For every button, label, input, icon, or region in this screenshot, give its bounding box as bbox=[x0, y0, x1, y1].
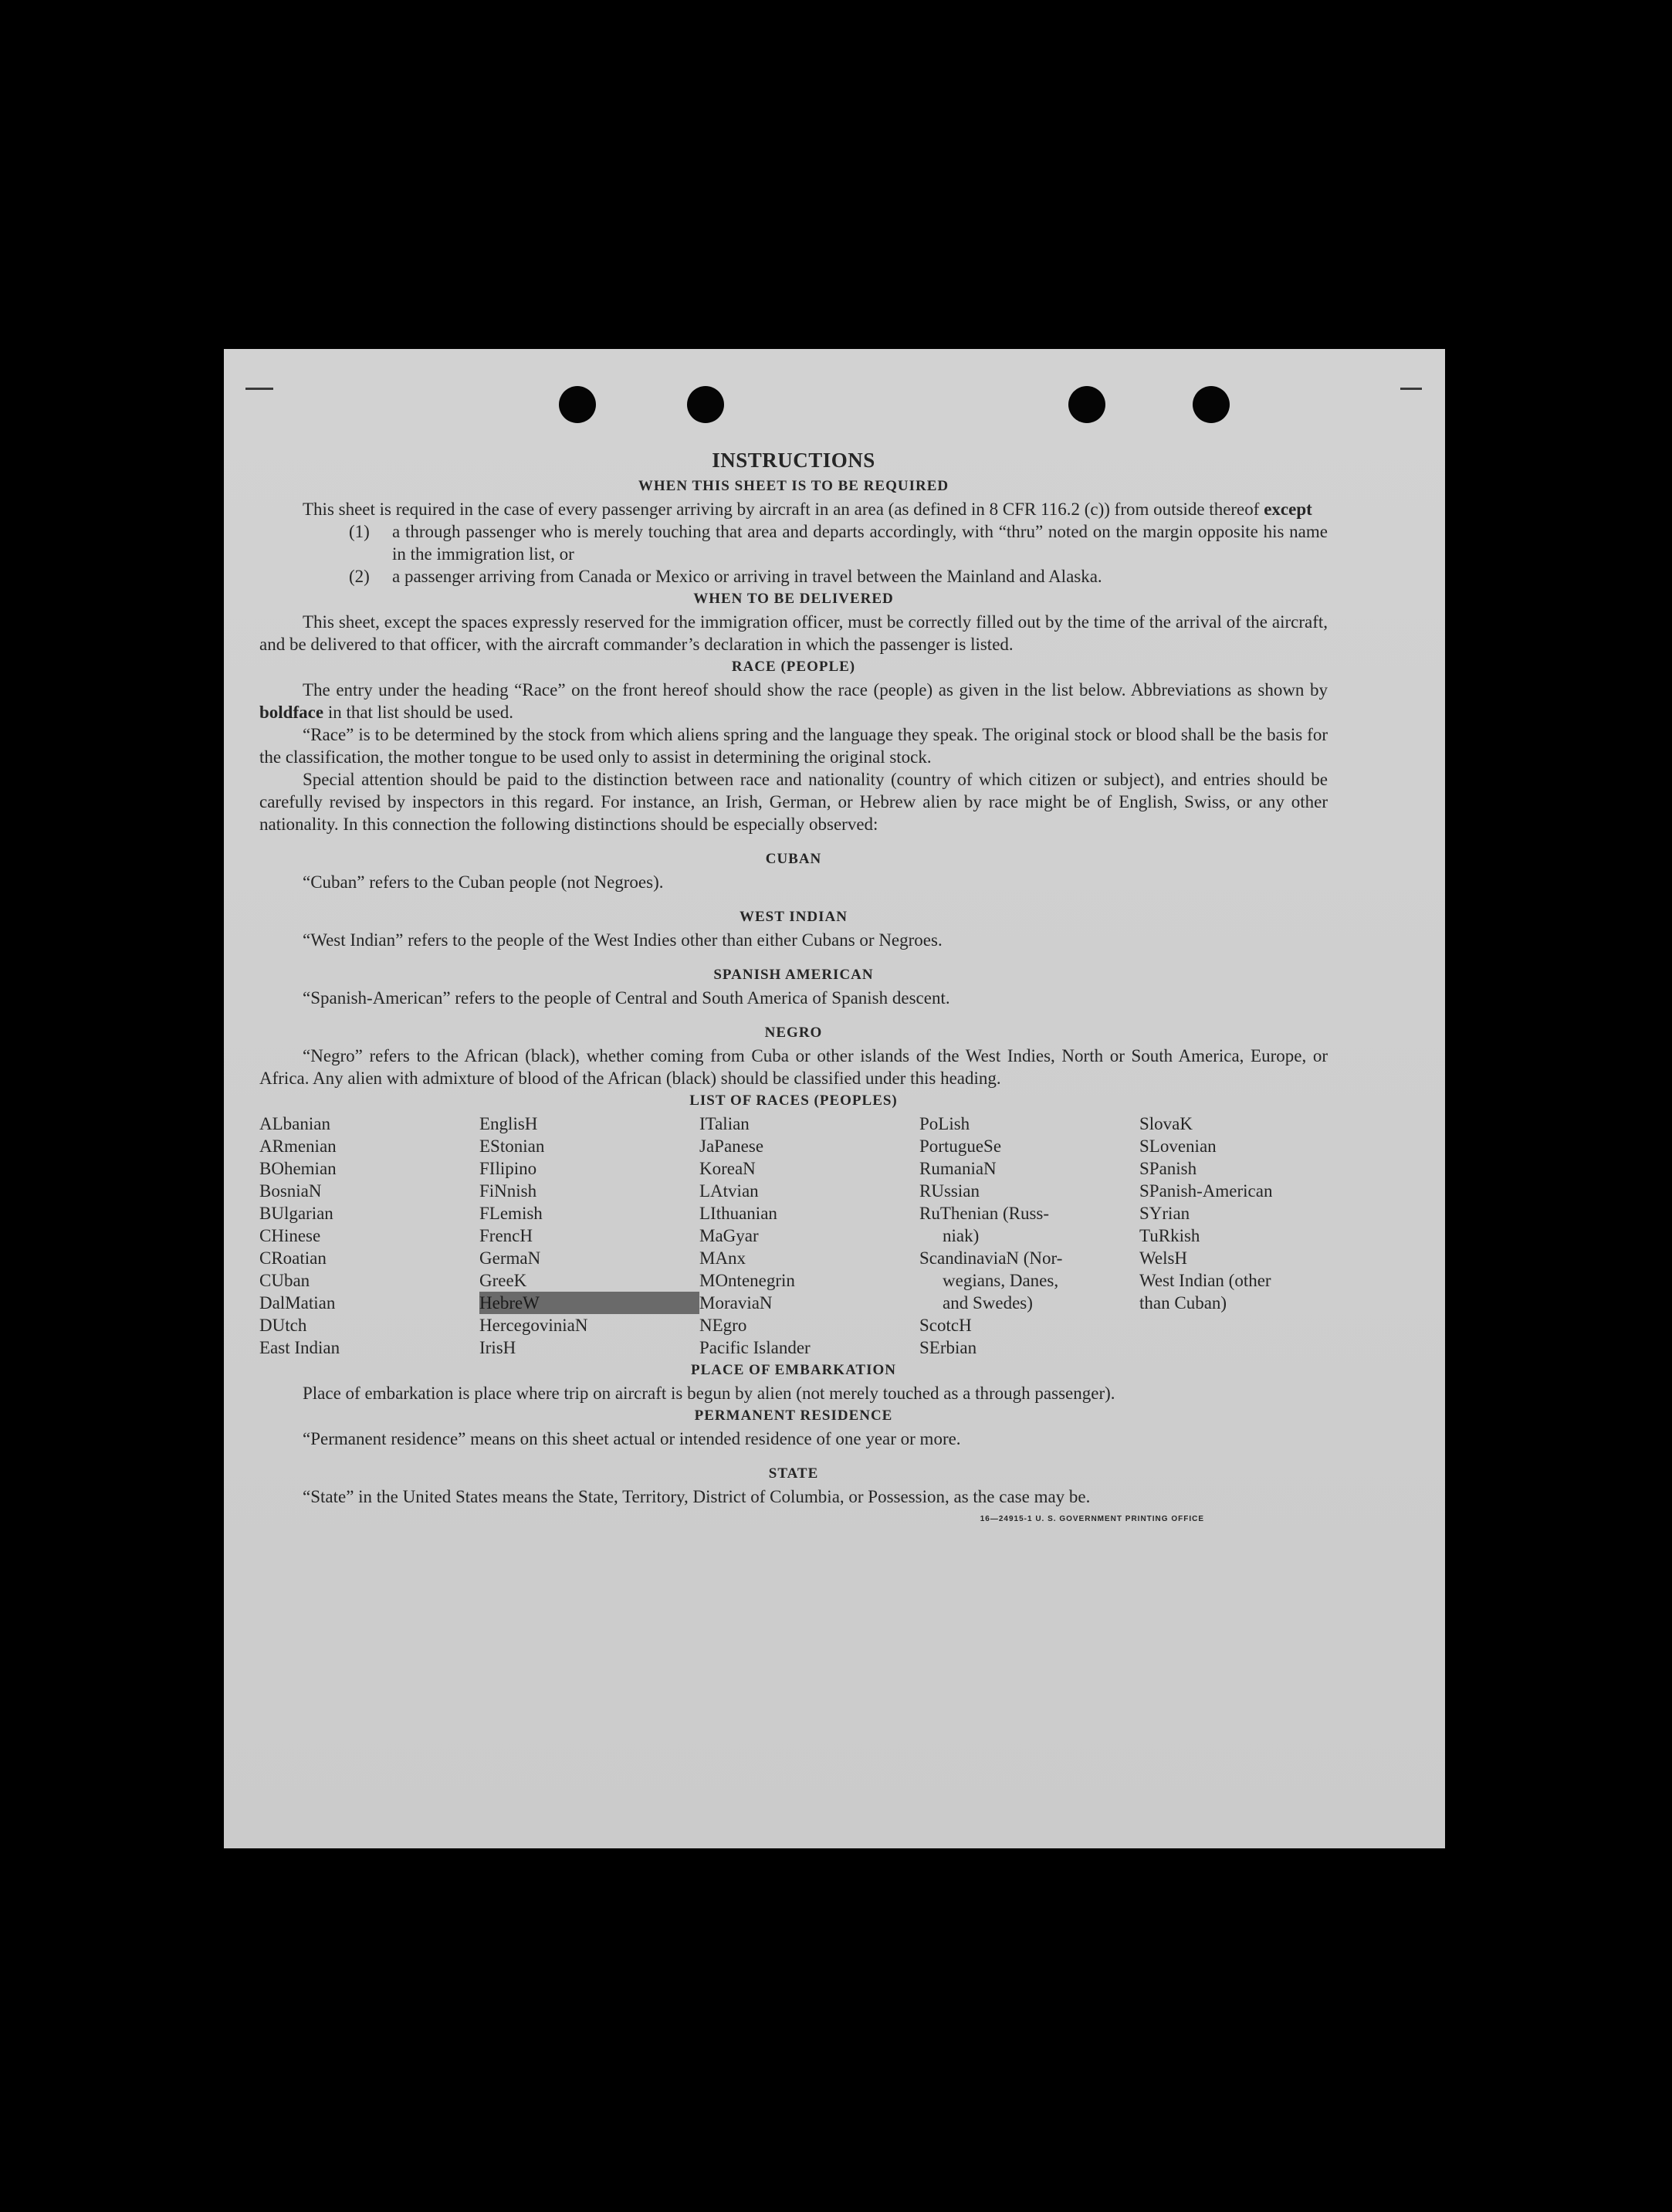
list-number: (1) bbox=[349, 522, 370, 541]
race-p1-after: in that list should be used. bbox=[323, 703, 514, 722]
state-text: “State” in the United States means the State, Territory, District of Columbia, or Possession, as the case may be. bbox=[303, 1487, 1091, 1506]
race-entry: GreeK bbox=[479, 1271, 527, 1290]
race-entry: DalMatian bbox=[259, 1293, 336, 1313]
race-entry: CUban bbox=[259, 1271, 310, 1290]
race-entry: wegians, Danes, bbox=[943, 1271, 1059, 1290]
race-p1-before: The entry under the heading “Race” on the front hereof should show the race (people) as given in the list below. Abbreviations as shown by bbox=[303, 680, 1328, 700]
heading-embarkation: PLACE OF EMBARKATION bbox=[691, 1362, 896, 1378]
race-entry: ScandinaviaN (Nor- bbox=[919, 1248, 1063, 1268]
race-entry: MAnx bbox=[699, 1248, 746, 1268]
race-entry: BosniaN bbox=[259, 1181, 322, 1201]
race-column bbox=[699, 1113, 919, 1359]
race-entry: RumaniaN bbox=[919, 1159, 997, 1178]
race-entry: EnglisH bbox=[479, 1114, 538, 1133]
race-entry: MaGyar bbox=[699, 1226, 759, 1245]
race-entry: MoraviaN bbox=[699, 1293, 773, 1313]
race-paragraph-2: “Race” is to be determined by the stock from which aliens spring and the language they speak. The original stock or blood shall be the basis for the classification, the mother tongue to be used only to assist in determining the original stock. bbox=[259, 725, 1328, 767]
embarkation-text: Place of embarkation is place where trip on aircraft is begun by alien (not merely touched as a through passenger). bbox=[303, 1384, 1115, 1403]
punch-hole-3 bbox=[1068, 386, 1105, 423]
race-entry: MOntenegrin bbox=[699, 1271, 795, 1290]
print-code: 16—24915-1 U. S. GOVERNMENT PRINTING OFFICE bbox=[980, 1515, 1204, 1523]
race-entry: CHinese bbox=[259, 1226, 321, 1245]
race-entry: East Indian bbox=[259, 1338, 340, 1357]
race-entry: LIthuanian bbox=[699, 1204, 777, 1223]
race-entry: than Cuban) bbox=[1139, 1293, 1227, 1313]
race-entry: NEgro bbox=[699, 1316, 747, 1335]
race-entry: JaPanese bbox=[699, 1136, 764, 1156]
punch-hole-2 bbox=[687, 386, 724, 423]
race-entry: FiNnish bbox=[479, 1181, 537, 1201]
race-entry: Pacific Islander bbox=[699, 1338, 811, 1357]
instructions-content bbox=[259, 449, 1328, 1530]
document-page bbox=[224, 349, 1445, 1848]
heading-permanent-residence: PERMANENT RESIDENCE bbox=[694, 1407, 893, 1424]
heading-list-of-races: LIST OF RACES (PEOPLES) bbox=[689, 1092, 898, 1109]
cuban-text: “Cuban” refers to the Cuban people (not Negroes). bbox=[303, 872, 664, 892]
race-column bbox=[919, 1113, 1139, 1359]
race-paragraph-3: Special attention should be paid to the distinction between race and nationality (country of which citizen or subject), and entries should be carefully revised by inspectors in this regard. For instance, an Irish, German, or Hebrew alien by race might be of English, Swiss, or any other nationality. In this connection the following distinctions should be especially observed: bbox=[259, 770, 1328, 834]
race-entry: KoreaN bbox=[699, 1159, 756, 1178]
race-entry: BUlgarian bbox=[259, 1204, 333, 1223]
required-intro-text: This sheet is required in the case of every passenger arriving by aircraft in an area (as defined in 8 CFR 116.2 (c)) from outside thereof bbox=[303, 500, 1264, 519]
race-entry: EStonian bbox=[479, 1136, 545, 1156]
list-text: a through passenger who is merely touching that area and departs accordingly, with “thru” noted on the margin opposite his name in the immigration list, or bbox=[392, 522, 1328, 564]
required-intro bbox=[259, 498, 1328, 520]
race-entry: ScotcH bbox=[919, 1316, 972, 1335]
list-text: a passenger arriving from Canada or Mexico or arriving in travel between the Mainland and Alaska. bbox=[392, 567, 1102, 586]
list-number: (2) bbox=[349, 567, 370, 586]
race-entry: GermaN bbox=[479, 1248, 541, 1268]
race-entry: FIlipino bbox=[479, 1159, 537, 1178]
race-entry: SLovenian bbox=[1139, 1136, 1217, 1156]
race-entry: SYrian bbox=[1139, 1204, 1190, 1223]
race-entry: DUtch bbox=[259, 1316, 307, 1335]
race-column bbox=[479, 1113, 699, 1359]
heading-west-indian: WEST INDIAN bbox=[740, 909, 848, 925]
edge-mark-left bbox=[245, 388, 273, 390]
race-entry: PoLish bbox=[919, 1114, 970, 1133]
race-entry: TuRkish bbox=[1139, 1226, 1200, 1245]
race-entry: BOhemian bbox=[259, 1159, 337, 1178]
required-item-1 bbox=[259, 520, 1328, 565]
negro-text: “Negro” refers to the African (black), whether coming from Cuba or other islands of the West Indies, North or South America, Europe, or Africa. Any alien with admixture of blood of the African (black) should be classified under this heading. bbox=[259, 1046, 1328, 1088]
heading-cuban: CUBAN bbox=[765, 851, 822, 867]
punch-hole-1 bbox=[559, 386, 596, 423]
required-intro-except: except bbox=[1264, 500, 1312, 519]
heading-when-delivered: WHEN TO BE DELIVERED bbox=[693, 591, 894, 607]
race-entry: CRoatian bbox=[259, 1248, 327, 1268]
heading-when-required: WHEN THIS SHEET IS TO BE REQUIRED bbox=[638, 478, 949, 494]
spanish-american-text: “Spanish-American” refers to the people of Central and South America of Spanish descent. bbox=[303, 988, 950, 1008]
race-entry: SPanish-American bbox=[1139, 1181, 1273, 1201]
race-column bbox=[1139, 1113, 1325, 1359]
races-list bbox=[259, 1113, 1328, 1359]
race-entry: HercegoviniaN bbox=[479, 1316, 588, 1335]
west-indian-text: “West Indian” refers to the people of the West Indies other than either Cubans or Negroes. bbox=[303, 930, 943, 950]
race-entry: ARmenian bbox=[259, 1136, 337, 1156]
required-item-2 bbox=[259, 565, 1328, 588]
race-entry: LAtvian bbox=[699, 1181, 759, 1201]
race-entry: SErbian bbox=[919, 1338, 977, 1357]
race-entry: FrencH bbox=[479, 1226, 533, 1245]
page-title: INSTRUCTIONS bbox=[712, 449, 875, 472]
heading-race: RACE (PEOPLE) bbox=[731, 659, 856, 675]
race-entry: HebreW bbox=[479, 1292, 699, 1314]
race-entry: RUssian bbox=[919, 1181, 980, 1201]
race-entry: and Swedes) bbox=[943, 1293, 1033, 1313]
race-entry: FLemish bbox=[479, 1204, 543, 1223]
race-entry: ITalian bbox=[699, 1114, 750, 1133]
punch-hole-4 bbox=[1193, 386, 1230, 423]
heading-negro: NEGRO bbox=[764, 1025, 823, 1041]
heading-spanish-american: SPANISH AMERICAN bbox=[713, 967, 874, 983]
heading-state: STATE bbox=[768, 1465, 819, 1482]
race-paragraph-1 bbox=[259, 679, 1328, 723]
edge-mark-right bbox=[1400, 388, 1422, 390]
race-column bbox=[259, 1113, 479, 1359]
race-entry: ALbanian bbox=[259, 1114, 330, 1133]
residence-text: “Permanent residence” means on this sheet actual or intended residence of one year or more. bbox=[303, 1429, 961, 1448]
race-entry: West Indian (other bbox=[1139, 1271, 1271, 1290]
race-entry: SlovaK bbox=[1139, 1114, 1193, 1133]
footer-row bbox=[259, 1508, 1328, 1530]
race-entry: WelsH bbox=[1139, 1248, 1188, 1268]
race-entry: SPanish bbox=[1139, 1159, 1197, 1178]
delivered-text: This sheet, except the spaces expressly reserved for the immigration officer, must be correctly filled out by the time of the arrival of the aircraft, and be delivered to that officer, with the aircraft commander’s declaration in which the passenger is listed. bbox=[259, 612, 1328, 654]
race-entry: RuThenian (Russ- bbox=[919, 1204, 1050, 1223]
race-p1-bold: boldface bbox=[259, 703, 324, 722]
race-entry: PortugueSe bbox=[919, 1136, 1002, 1156]
race-entry: IrisH bbox=[479, 1338, 516, 1357]
race-entry: niak) bbox=[943, 1226, 980, 1245]
